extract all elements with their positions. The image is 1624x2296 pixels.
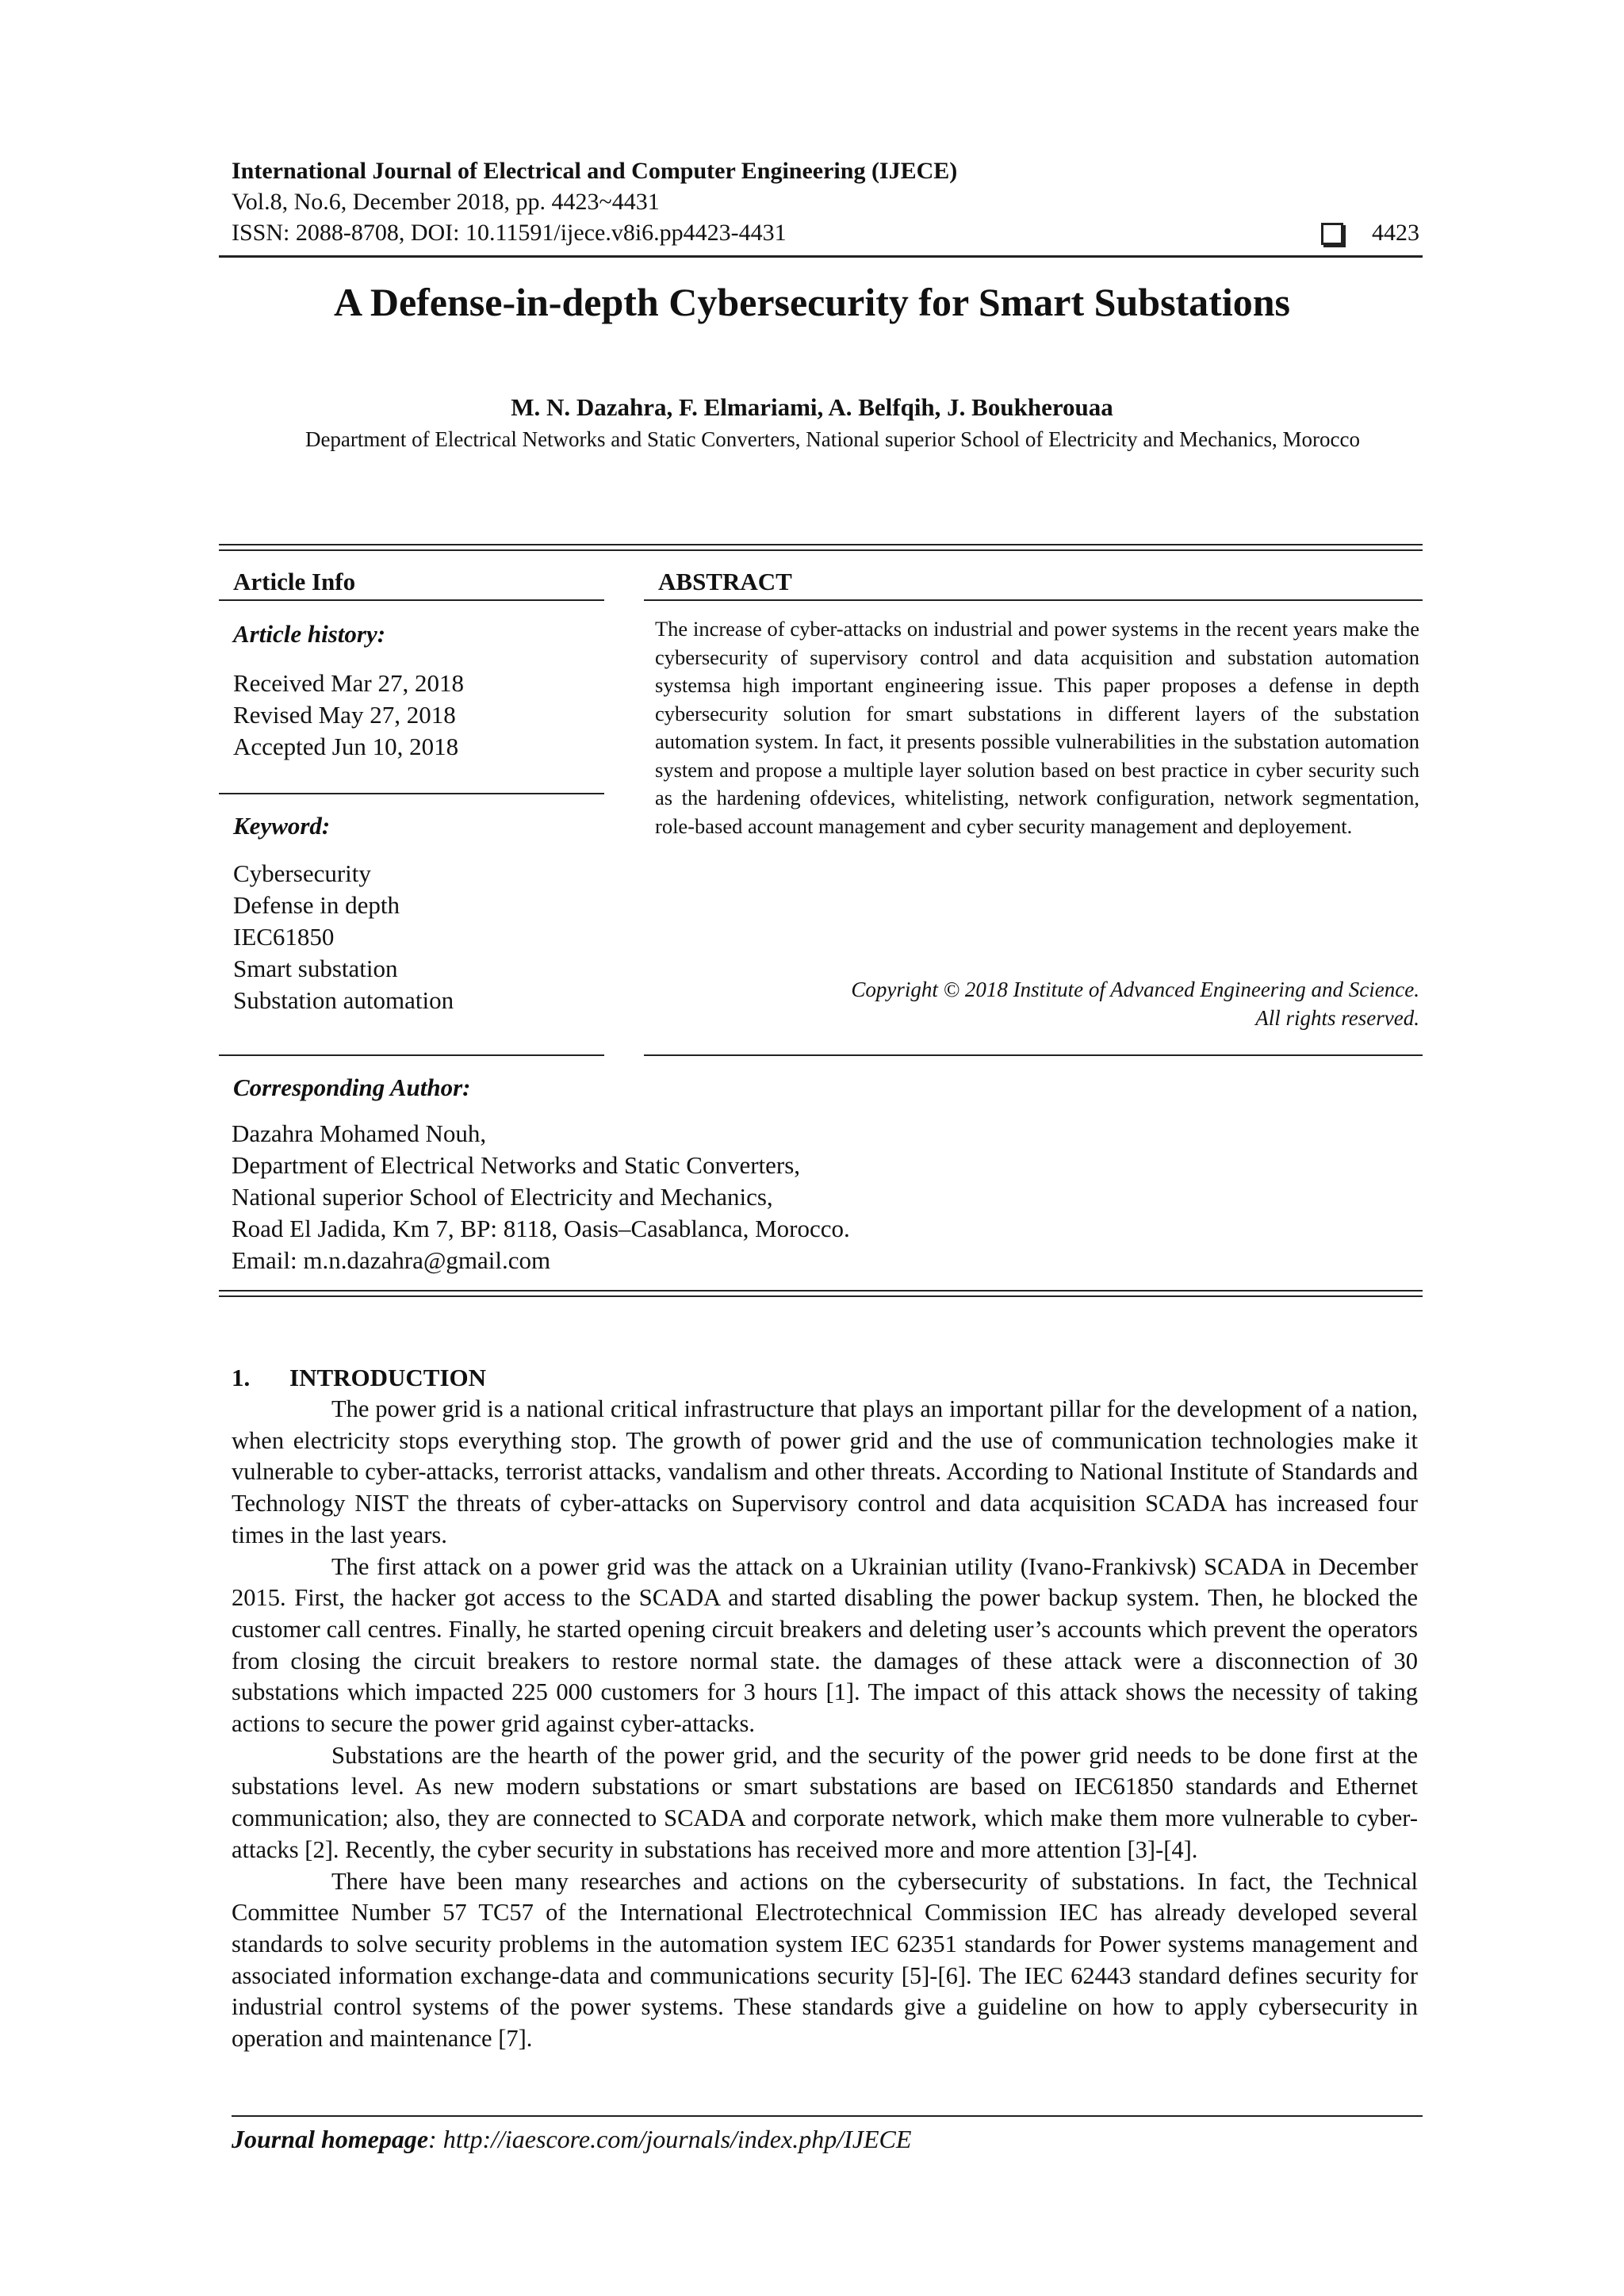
rights-line: All rights reserved. — [1255, 1006, 1419, 1030]
keyword-item: Cybersecurity — [233, 859, 371, 887]
author-school: National superior School of Electricity and Mechanics, — [232, 1183, 773, 1211]
article-history-heading: Article history: — [233, 620, 386, 648]
homepage-colon: : — [428, 2125, 443, 2153]
introduction-body — [232, 1394, 1418, 2055]
paper-title: A Defense-in-depth Cybersecurity for Smart Substations — [334, 280, 1290, 324]
keyword-item: Substation automation — [233, 986, 454, 1014]
section-title: INTRODUCTION — [289, 1364, 487, 1391]
abstract-text: The increase of cyber-attacks on industrial and power systems in the recent years make the cybersecurity of supervisory control and data acquisition and substation automation systemsa high important engineering issue. This paper proposes a defense in depth cybersecurity solution for smart substations in different layers of the substation automation system. In fact, it presents possible vulnerabilities in the substation automation system and propose a multiple layer solution based on best practice in cyber security such as the hardening ofdevices, whitelisting, network configuration, network segmentation, role-based account management and cyber security management and deployement. — [655, 617, 1419, 838]
homepage-label: Journal homepage — [232, 2125, 429, 2153]
abstract-bottom-rule — [644, 1054, 1423, 1056]
paragraph: The first attack on a power grid was the attack on a Ukrainian utility (Ivano-Frankivsk) SCADA in December 2015. First, the hacker got access to the SCADA and started disabling the power backup system. Then, he blocked the customer call centres. Finally, he started opening circuit breakers and deleting user’s accounts which prevent the operators from closing the circuit breakers to restore normal state. the damages of these attack were a disconnection of 30 substations which impacted 225 000 customers for 3 hours [1]. The impact of this attack shows the necessity of taking actions to secure the power grid against cyber-attacks. — [232, 1552, 1418, 1738]
info-bottom-rule — [219, 1290, 1423, 1292]
article-history — [233, 668, 464, 763]
journal-volume: Vol.8, No.6, December 2018, pp. 4423~4431 — [232, 189, 660, 215]
info-top-rule-2 — [219, 549, 1423, 551]
paragraph: The power grid is a national critical infrastructure that plays an important pillar for the development of a nation, when electricity stops everything stop. The growth of power grid and the use of communication technologies make it vulnerable to cyber-attacks, terrorist attacks, vandalism and other threats. According to National Institute of Standards and Technology NIST the threats of cyber-attacks on Supervisory control and data acquisition SCADA has increased four times in the last years. — [232, 1395, 1418, 1548]
keyword-item: Defense in depth — [233, 891, 400, 919]
info-top-rule — [219, 544, 1423, 545]
affiliation: Department of Electrical Networks and Static Converters, National superior School of Electricity and Mechanics, Morocco — [304, 427, 1361, 451]
author-email: Email: m.n.dazahra@gmail.com — [232, 1246, 551, 1274]
keyword-item: IEC61850 — [233, 923, 335, 951]
keyword-list — [233, 858, 454, 1016]
corresponding-details — [232, 1118, 850, 1276]
author-name: Dazahra Mohamed Nouh, — [232, 1119, 487, 1147]
footer-rule — [232, 2115, 1423, 2117]
corresponding-heading: Corresponding Author: — [233, 1073, 471, 1101]
copyright-line: Copyright © 2018 Institute of Advanced Engineering and Science. — [851, 978, 1419, 1001]
article-info-heading: Article Info — [233, 568, 356, 595]
copyright — [655, 975, 1419, 1032]
journal-issn: ISSN: 2088-8708, DOI: 10.11591/ijece.v8i6.pp4423-4431 — [232, 220, 787, 246]
article-info-bottom-rule — [219, 1054, 604, 1056]
abstract-heading: ABSTRACT — [658, 568, 792, 595]
page-number: 4423 — [1372, 220, 1419, 246]
author-address: Road El Jadida, Km 7, BP: 8118, Oasis–Casablanca, Morocco. — [232, 1215, 850, 1242]
received-date: Received Mar 27, 2018 — [233, 669, 464, 697]
paragraph: There have been many researches and actions on the cybersecurity of substations. In fact, the Technical Committee Number 57 TC57 of the International Electrotechnical Commission IEC has already developed several standards to solve security problems in the automation system IEC 62351 standards for Power systems management and associated information exchange-data and communications security [5]-[6]. The IEC 62443 standard defines security for industrial control systems of the power systems. These standards give a guideline on how to apply cybersecurity in operation and maintenance [7]. — [232, 1867, 1418, 2053]
paragraph: Substations are the hearth of the power grid, and the security of the power grid needs to be done first at the substations level. As new modern substations or smart substations are based on IEC61850 standards and Ethernet communication; also, they are connected to SCADA and corporate network, which make them more vulnerable to cyber-attacks [2]. Recently, the cyber security in substations has received more and more attention [3]-[4]. — [232, 1741, 1418, 1863]
keyword-rule — [219, 793, 604, 794]
homepage-link[interactable]: http://iaescore.com/journals/index.php/IJECE — [442, 2125, 912, 2153]
abstract-rule — [644, 599, 1423, 601]
author-list: M. N. Dazahra, F. Elmariami, A. Belfqih, J. Boukherouaa — [511, 393, 1113, 421]
header-rule — [219, 255, 1423, 258]
section-heading — [232, 1364, 486, 1392]
journal-homepage — [232, 2125, 911, 2154]
revised-date: Revised May 27, 2018 — [233, 701, 456, 729]
section-number: 1. — [232, 1364, 251, 1391]
keyword-heading: Keyword: — [233, 812, 331, 840]
accepted-date: Accepted Jun 10, 2018 — [233, 733, 459, 760]
author-department: Department of Electrical Networks and Static Converters, — [232, 1151, 801, 1179]
journal-name: International Journal of Electrical and Computer Engineering (IJECE) — [232, 158, 958, 184]
keyword-item: Smart substation — [233, 955, 398, 982]
article-info-rule — [219, 599, 604, 601]
checkbox-icon — [1321, 223, 1343, 247]
info-bottom-rule-2 — [219, 1295, 1423, 1297]
